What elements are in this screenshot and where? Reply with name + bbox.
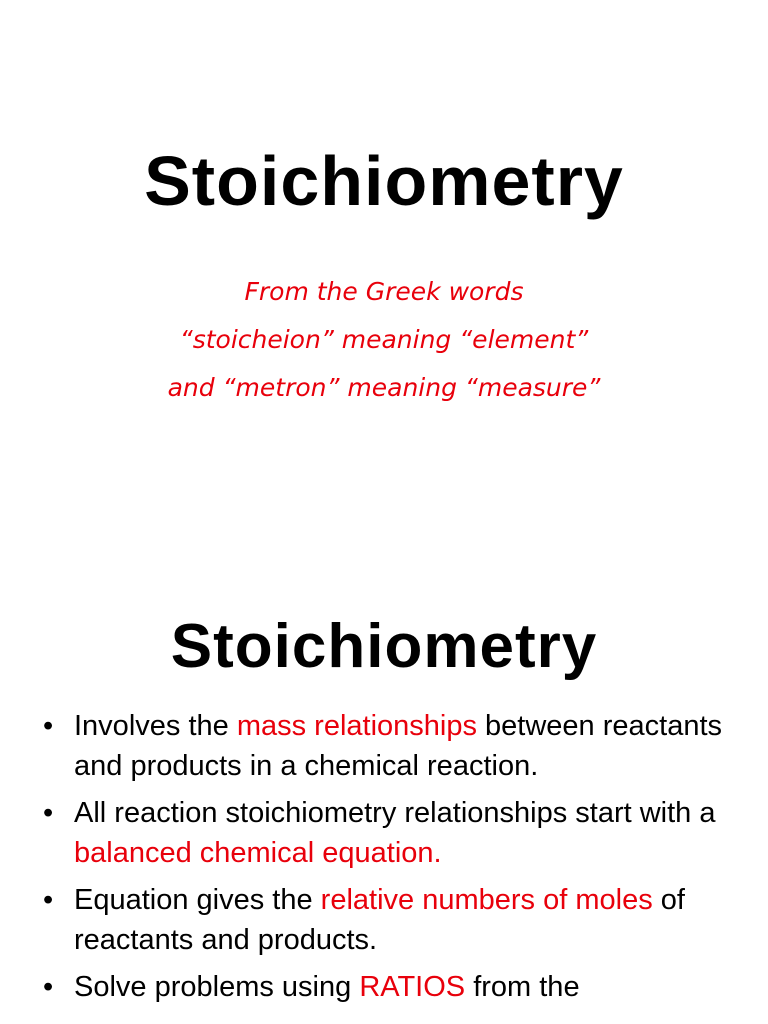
bullet-highlight: relative numbers of moles [320,884,653,916]
bullet-icon: • [43,710,54,742]
bullet-item [40,880,740,960]
bullet-text: between reactants and products in a chemical reaction. [74,710,723,782]
subtitle-line: and “metron” meaning “measure” [167,373,601,402]
bullet-highlight: mass relationships [236,710,477,742]
bullet-item [40,793,740,873]
bullet-highlight: balanced chemical equation. [74,837,442,869]
content-slide [0,576,768,1024]
bullet-text: All reaction stoichiometry relationships start with a [74,797,716,829]
bullet-list [40,706,740,1014]
bullet-text: Equation gives the [74,884,321,916]
bullet-icon: • [43,971,54,1003]
bullet-item [40,967,740,1007]
etymology-subtitle [0,268,768,412]
bullet-text: Solve problems using [74,971,360,1003]
bullet-text: Involves the [74,710,237,742]
bullet-icon: • [43,884,54,916]
bullet-icon: • [43,797,54,829]
bullet-item [40,706,740,786]
subtitle-line: “stoicheion” meaning “element” [179,325,589,354]
bullet-highlight: RATIOS [359,971,466,1003]
slide-title: Stoichiometry [170,612,598,681]
bullet-text: of reactants and products. [74,884,685,956]
subtitle-line: From the Greek words [244,277,524,306]
slide-title: Stoichiometry [144,142,624,220]
bullet-text: from the [465,971,580,1003]
